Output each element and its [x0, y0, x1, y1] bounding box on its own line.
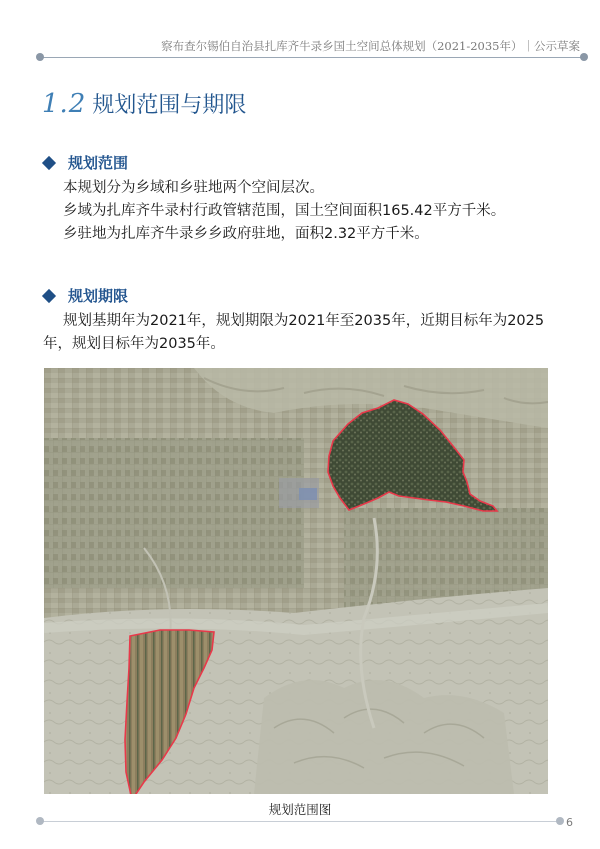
period-heading-text: 规划期限: [68, 287, 129, 305]
section-title-text: 规划范围与期限: [92, 93, 247, 118]
scope-line-3: 乡驻地为扎库齐牛录乡乡政府驻地，面积2.32平方千米。: [63, 226, 429, 242]
scope-line-2: 乡域为扎库齐牛录村行政管辖范围，国土空间面积165.42平方千米。: [63, 203, 506, 219]
header-rule-dot-right: [580, 53, 588, 61]
page-number: 6: [566, 816, 573, 829]
header-rule-dot-left: [36, 53, 44, 61]
scope-line-1: 本规划分为乡域和乡驻地两个空间层次。: [63, 180, 324, 196]
period-heading: [44, 285, 128, 306]
footer-rule-dot-right: [556, 817, 564, 825]
period-paragraph: [43, 310, 556, 356]
footer-rule: [40, 821, 560, 822]
section-title: [42, 88, 246, 119]
section-number: 1.2: [42, 89, 87, 119]
header-title: 察布查尔锡伯自治县扎库齐牛录乡国土空间总体规划（2021-2035年）｜公示草案: [161, 39, 580, 53]
scope-heading-text: 规划范围: [68, 154, 129, 172]
figure-caption: 规划范围图: [268, 802, 332, 817]
footer-rule-dot-left: [36, 817, 44, 825]
header-rule: [40, 57, 584, 58]
diamond-bullet-icon: [42, 155, 56, 169]
scope-heading: [44, 152, 128, 173]
page-header: [0, 0, 600, 62]
planning-scope-map: [44, 368, 548, 794]
diamond-bullet-icon: [42, 288, 56, 302]
scope-paragraph: [43, 177, 556, 246]
satellite-image: [44, 368, 548, 794]
period-text: 规划基期年为2021年，规划期限为2021年至2035年，近期目标年为2025年，规划目标年为2035年。: [43, 313, 545, 352]
